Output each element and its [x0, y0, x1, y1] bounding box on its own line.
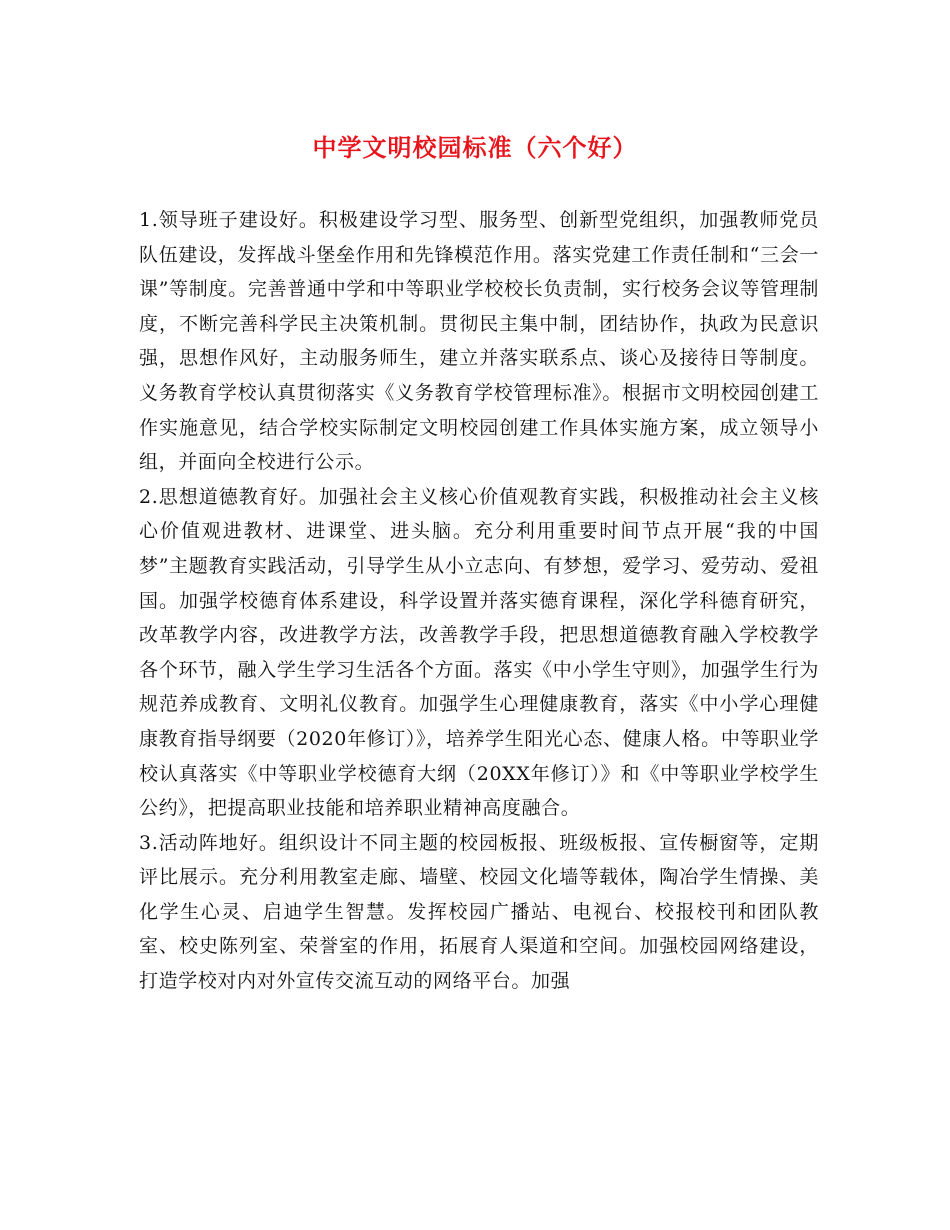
paragraph-leadership: 1.领导班子建设好。积极建设学习型、服务型、创新型党组织，加强教师党员队伍建设，发挥战斗堡垒作用和先锋模范作用。落实党建工作责任制和“三会一课”等制度。完善普通中学和中等职业学校校长负责制，实行校务会议等管理制度，不断完善科学民主决策机制。贯彻民主集中制，团结协作，执政为民意识强，思想作风好，主动服务师生，建立并落实联系点、谈心及接待日等制度。义务教育学校认真贯彻落实《义务教育学校管理标准》。根据市文明校园创建工作实施意见，结合学校实际制定文明校园创建工作具体实施方案，成立领导小组，并面向全校进行公示。: [139, 209, 819, 474]
paragraph-activity-venues: 3.活动阵地好。组织设计不同主题的校园板报、班级板报、宣传橱窗等，定期评比展示。充分利用教室走廊、墙壁、校园文化墙等载体，陶冶学生情操、美化学生心灵、启迪学生智慧。发挥校园广播站、电视台、校报校刊和团队教室、校史陈列室、荣誉室的作用，拓展育人渠道和空间。加强校园网络建设，打造学校对内对外宣传交流互动的网络平台。加强: [139, 831, 819, 993]
paragraph-moral-education: 2.思想道德教育好。加强社会主义核心价值观教育实践，积极推动社会主义核心价值观进教材、进课堂、进头脑。充分利用重要时间节点开展“我的中国梦”主题教育实践活动，引导学生从小立志向、有梦想，爱学习、爱劳动、爱祖国。加强学校德育体系建设，科学设置并落实德育课程，深化学科德育研究，改革教学内容，改进教学方法，改善教学手段，把思想道德教育融入学校教学各个环节，融入学生学习生活各个方面。落实《中小学生守则》，加强学生行为规范养成教育、文明礼仪教育。加强学生心理健康教育，落实《中小学心理健康教育指导纲要（2020年修订）》，培养学生阳光心态、健康人格。中等职业学校认真落实《中等职业学校德育大纲（20XX年修订）》和《中等职业学校学生公约》，把提高职业技能和培养职业精神高度融合。: [139, 485, 819, 820]
document-body: [139, 203, 819, 999]
document-title: 中学文明校园标准（六个好）: [312, 133, 638, 162]
